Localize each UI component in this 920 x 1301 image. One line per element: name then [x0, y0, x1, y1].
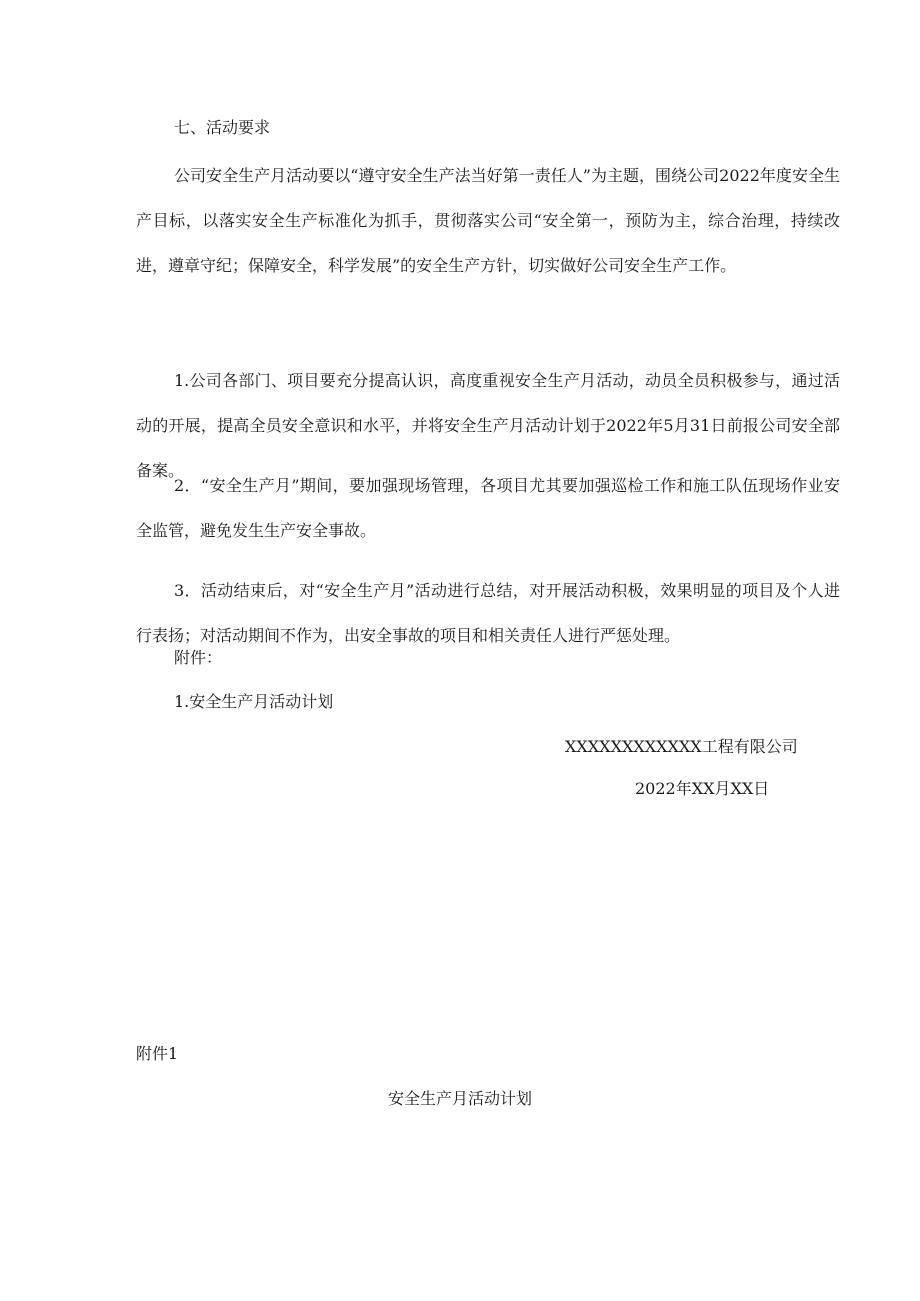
paragraph-item-1: 1.公司各部门、项目要充分提高认识，高度重视安全生产月活动，动员全员积极参与，通过活动的开展，提高全员安全意识和水平，并将安全生产月活动计划于2022年5月31日前报公司安全部备案。	[136, 371, 840, 480]
annex-label: 附件1	[136, 1044, 179, 1063]
paragraph-theme: 公司安全生产月活动要以“遵守安全生产法当好第一责任人”为主题，围绕公司2022年度安全生产目标，以落实安全生产标准化为抓手，贯彻落实公司“安全第一，预防为主，综合治理，持续改进，遵章守纪；保障安全，科学发展”的安全生产方针，切实做好公司安全生产工作。	[136, 166, 840, 275]
attachment-item: 1.安全生产月活动计划	[174, 692, 334, 711]
signature-company: XXXXXXXXXXXX工程有限公司	[565, 737, 798, 756]
attachments-label: 附件：	[174, 648, 223, 667]
signature-date: 2022年XX月XX日	[635, 779, 770, 798]
paragraph-item-2: 2．“安全生产月”期间，要加强现场管理，各项目尤其要加强巡检工作和施工队伍现场作业安全监管，避免发生生产安全事故。	[136, 476, 840, 540]
annex-title: 安全生产月活动计划	[387, 1089, 532, 1108]
paragraph-item-3: 3．活动结束后，对“安全生产月”活动进行总结，对开展活动积极，效果明显的项目及个人进行表扬；对活动期间不作为，出安全事故的项目和相关责任人进行严惩处理。	[136, 581, 840, 645]
section-heading: 七、活动要求	[174, 118, 271, 137]
